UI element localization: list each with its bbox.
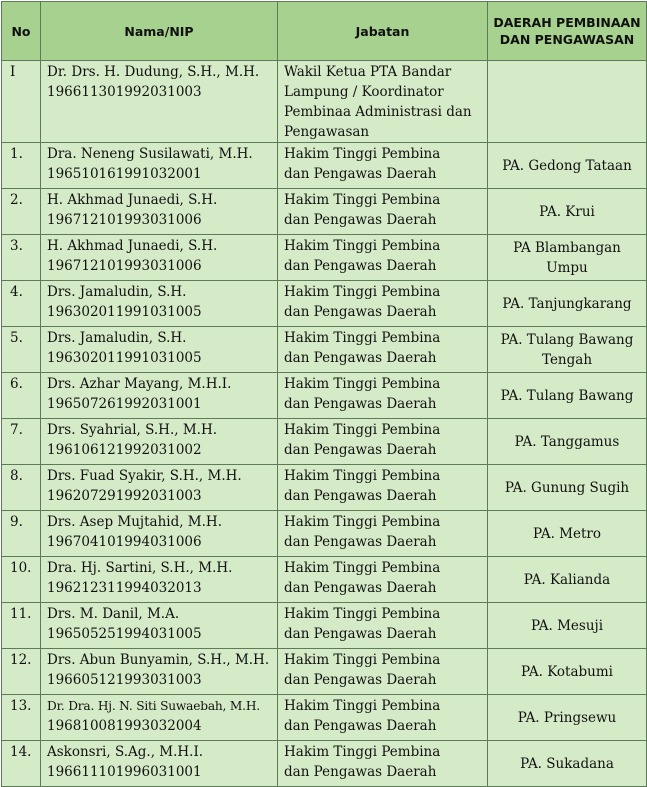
table-row: [2, 189, 647, 235]
table-row: [2, 61, 647, 143]
position-line-2: dan Pengawas Daerah: [284, 488, 437, 504]
name-cell: [41, 465, 278, 511]
position-line-2: dan Pengawas Daerah: [284, 258, 437, 274]
name-cell: [41, 373, 278, 419]
name-cell: [41, 511, 278, 557]
person-nip: 196106121992031002: [47, 442, 202, 458]
person-nip: 196302011991031005: [47, 350, 202, 366]
region-cell: PA. Krui: [488, 189, 647, 235]
position-line-2: dan Pengawas Daerah: [284, 304, 437, 320]
row-number: 6.: [2, 373, 41, 419]
person-name: Drs. Abun Bunyamin, S.H., M.H.: [47, 652, 270, 668]
name-cell: [41, 143, 278, 189]
region-cell: PA. Kalianda: [488, 557, 647, 603]
table-row: [2, 511, 647, 557]
name-cell: [41, 61, 278, 143]
person-name: Dr. Drs. H. Dudung, S.H., M.H.: [47, 64, 260, 80]
name-cell: [41, 419, 278, 465]
person-nip: 196212311994032013: [47, 580, 202, 596]
person-name: Drs. Fuad Syakir, S.H., M.H.: [47, 468, 242, 484]
table-row: [2, 327, 647, 373]
position-line-1: Hakim Tinggi Pembina: [284, 330, 441, 346]
row-number: 13.: [2, 695, 41, 741]
name-cell: [41, 557, 278, 603]
position-cell: [278, 281, 488, 327]
person-name: Dra. Neneng Susilawati, M.H.: [47, 146, 253, 162]
region-cell: PA. Gunung Sugih: [488, 465, 647, 511]
position-cell: [278, 465, 488, 511]
person-name: H. Akhmad Junaedi, S.H.: [47, 192, 218, 208]
name-cell: [41, 741, 278, 787]
row-number: 2.: [2, 189, 41, 235]
table-row: [2, 557, 647, 603]
region-cell: PA. Tulang Bawang: [488, 373, 647, 419]
position-line-1: Hakim Tinggi Pembina: [284, 652, 441, 668]
position-line-1: Hakim Tinggi Pembina: [284, 192, 441, 208]
region-cell: PA. Sukadana: [488, 741, 647, 787]
position-cell: [278, 741, 488, 787]
table-row: [2, 143, 647, 189]
region-cell: PA. Pringsewu: [488, 695, 647, 741]
table-row: [2, 603, 647, 649]
position-line-2: dan Pengawas Daerah: [284, 672, 437, 688]
person-nip: 196611301992031003: [47, 84, 202, 100]
position-line-2: dan Pengawas Daerah: [284, 534, 437, 550]
row-number: 9.: [2, 511, 41, 557]
row-number: 14.: [2, 741, 41, 787]
header-no: No: [2, 2, 41, 61]
position-text: Wakil Ketua PTA Bandar Lampung / Koordinator Pembinaa Administrasi dan Pengawasan: [284, 64, 472, 140]
person-nip: 196712101993031006: [47, 258, 202, 274]
person-name: Askonsri, S.Ag., M.H.I.: [47, 744, 204, 760]
table-row: [2, 741, 647, 787]
position-line-1: Hakim Tinggi Pembina: [284, 146, 441, 162]
position-line-2: dan Pengawas Daerah: [284, 626, 437, 642]
person-nip: 196611101996031001: [47, 764, 202, 780]
name-cell: [41, 649, 278, 695]
name-cell: [41, 603, 278, 649]
table-row: [2, 373, 647, 419]
person-nip: 196302011991031005: [47, 304, 202, 320]
region-cell: PA. Metro: [488, 511, 647, 557]
position-cell: [278, 695, 488, 741]
header-daerah: DAERAH PEMBINAAN DAN PENGAWASAN: [488, 2, 647, 61]
position-cell: [278, 143, 488, 189]
person-name: Drs. Jamaludin, S.H.: [47, 330, 187, 346]
region-cell: [488, 61, 647, 143]
person-name: Dra. Hj. Sartini, S.H., M.H.: [47, 560, 233, 576]
table-row: [2, 419, 647, 465]
row-number: 4.: [2, 281, 41, 327]
row-number: 3.: [2, 235, 41, 281]
position-cell: [278, 511, 488, 557]
row-number: I: [2, 61, 41, 143]
position-cell: [278, 327, 488, 373]
person-nip: 196510161991032001: [47, 166, 202, 182]
position-cell: [278, 419, 488, 465]
name-cell: [41, 235, 278, 281]
name-cell: [41, 695, 278, 741]
position-line-1: Hakim Tinggi Pembina: [284, 422, 441, 438]
person-nip: 196704101994031006: [47, 534, 202, 550]
person-nip: 196507261992031001: [47, 396, 202, 412]
name-cell: [41, 281, 278, 327]
row-number: 10.: [2, 557, 41, 603]
position-line-1: Hakim Tinggi Pembina: [284, 514, 441, 530]
row-number: 8.: [2, 465, 41, 511]
name-cell: [41, 327, 278, 373]
position-line-2: dan Pengawas Daerah: [284, 166, 437, 182]
position-line-1: Hakim Tinggi Pembina: [284, 284, 441, 300]
row-number: 5.: [2, 327, 41, 373]
position-cell: [278, 603, 488, 649]
position-line-1: Hakim Tinggi Pembina: [284, 606, 441, 622]
position-line-2: dan Pengawas Daerah: [284, 396, 437, 412]
position-cell: [278, 373, 488, 419]
position-line-2: dan Pengawas Daerah: [284, 718, 437, 734]
position-line-1: Hakim Tinggi Pembina: [284, 238, 441, 254]
person-nip: 196605121993031003: [47, 672, 202, 688]
region-cell: PA. Tulang Bawang Tengah: [488, 327, 647, 373]
position-cell: [278, 557, 488, 603]
position-line-1: Hakim Tinggi Pembina: [284, 468, 441, 484]
position-line-1: Hakim Tinggi Pembina: [284, 698, 441, 714]
person-nip: 196712101993031006: [47, 212, 202, 228]
person-nip: 196207291992031003: [47, 488, 202, 504]
position-line-2: dan Pengawas Daerah: [284, 442, 437, 458]
person-name: Drs. Syahrial, S.H., M.H.: [47, 422, 218, 438]
region-cell: PA. Gedong Tataan: [488, 143, 647, 189]
position-line-1: Hakim Tinggi Pembina: [284, 744, 441, 760]
table-row: [2, 465, 647, 511]
person-name: H. Akhmad Junaedi, S.H.: [47, 238, 218, 254]
person-nip: 196810081993032004: [47, 718, 202, 734]
region-cell: PA. Kotabumi: [488, 649, 647, 695]
header-nama-nip: Nama/NIP: [41, 2, 278, 61]
name-cell: [41, 189, 278, 235]
person-name: Drs. M. Danil, M.A.: [47, 606, 180, 622]
position-line-1: Hakim Tinggi Pembina: [284, 560, 441, 576]
region-cell: PA. Tanggamus: [488, 419, 647, 465]
row-number: 12.: [2, 649, 41, 695]
person-name: Drs. Jamaludin, S.H.: [47, 284, 187, 300]
table-row: [2, 281, 647, 327]
position-cell: [278, 649, 488, 695]
table-row: [2, 695, 647, 741]
region-cell: PA. Mesuji: [488, 603, 647, 649]
person-name: Dr. Dra. Hj. N. Siti Suwaebah, M.H.: [47, 699, 260, 713]
region-cell: PA. Tanjungkarang: [488, 281, 647, 327]
position-line-2: dan Pengawas Daerah: [284, 764, 437, 780]
row-number: 1.: [2, 143, 41, 189]
position-line-2: dan Pengawas Daerah: [284, 350, 437, 366]
position-cell: [278, 235, 488, 281]
region-cell: PA Blambangan Umpu: [488, 235, 647, 281]
table-header-row: [2, 2, 647, 61]
table-row: [2, 235, 647, 281]
pembinaan-table: [1, 1, 647, 787]
position-line-2: dan Pengawas Daerah: [284, 580, 437, 596]
table-row: [2, 649, 647, 695]
row-number: 11.: [2, 603, 41, 649]
header-jabatan: Jabatan: [278, 2, 488, 61]
person-nip: 196505251994031005: [47, 626, 202, 642]
row-number: 7.: [2, 419, 41, 465]
position-cell: [278, 189, 488, 235]
position-line-2: dan Pengawas Daerah: [284, 212, 437, 228]
person-name: Drs. Asep Mujtahid, M.H.: [47, 514, 222, 530]
person-name: Drs. Azhar Mayang, M.H.I.: [47, 376, 232, 392]
position-cell: [278, 61, 488, 143]
position-line-1: Hakim Tinggi Pembina: [284, 376, 441, 392]
